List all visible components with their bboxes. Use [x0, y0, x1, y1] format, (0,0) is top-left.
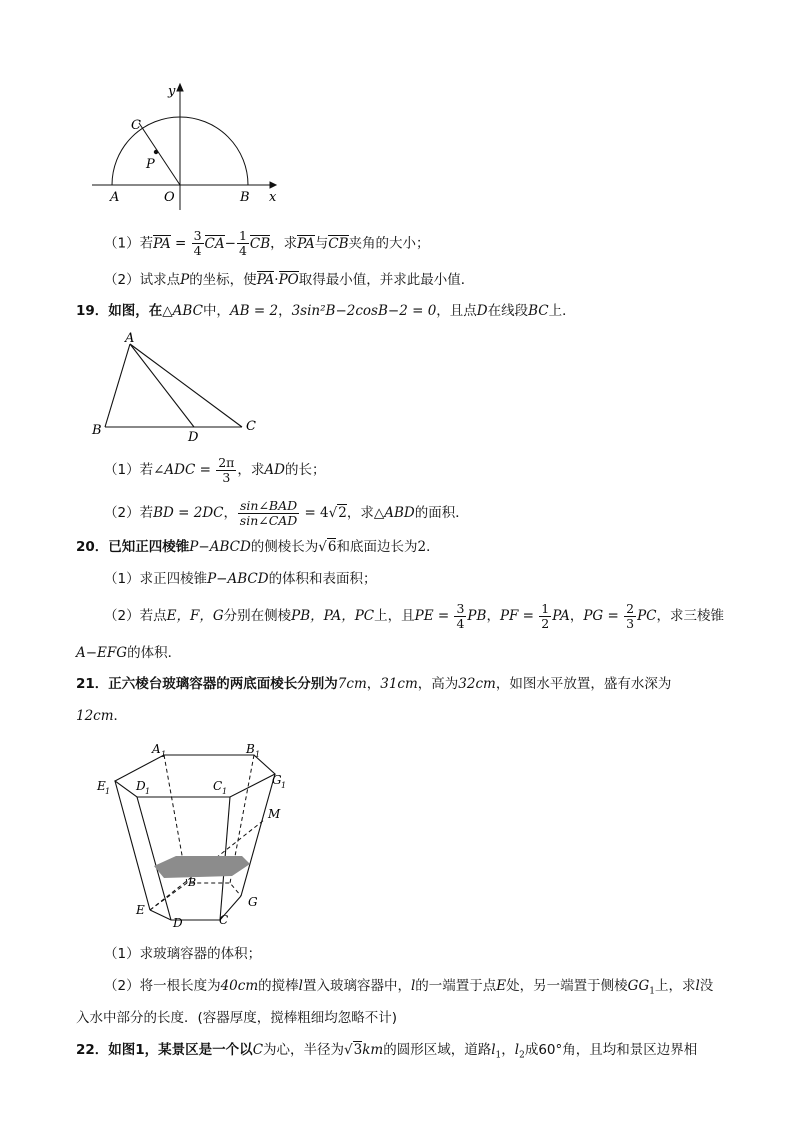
q19-part2: （2）若BD = 2DC， $\frac{\text{sin∠BAD}}{\text{sin∠CAD}}$ = 4√2，求△ABD的面积． [104, 497, 469, 528]
q21-part2-cont: 入水中部分的长度．(容器厚度，搅棒粗细均忽略不计) [76, 1010, 398, 1026]
svg-text:1: 1 [222, 787, 228, 796]
label-E1: E [97, 779, 106, 793]
q19-part1: （1）若∠ADC = $\frac{2\pi}{3}$ ，求AD的长； [104, 454, 326, 485]
label-M: M [268, 807, 281, 821]
label-x: x [269, 190, 277, 205]
q20-part2: （2）若点E，F，G分别在侧棱PB，PA，PC上，且PE = $\frac{3}{4}$ PB，PF = $\frac{1}{2}$ PA，PG = $\frac{2}{3}$ PC，求三棱锥 [104, 600, 724, 631]
q19-triangle-figure [88, 330, 268, 445]
y-axis-arrow-icon [177, 84, 183, 91]
segment-AD [130, 344, 194, 427]
q21-part2: （2）将一根长度为40cm的搅棒l置入玻璃容器中，l的一端置于点E处，另一端置于侧棱$GG_1$上，求l没 [104, 978, 714, 997]
q18-part2: （2）试求点P的坐标，使PA·PO取得最小值，并求此最小值． [104, 272, 475, 288]
label-C: C [246, 419, 256, 434]
water-surface [154, 856, 250, 878]
label-G: G [248, 895, 258, 909]
label-C1: C [213, 779, 223, 793]
q20-part1: （1）求正四棱锥P−ABCD的体积和表面积； [104, 571, 377, 587]
q19-stem: 19．如图，在△ABC中，AB = 2，3sin²B−2cosB−2 = 0，且点D在线段BC上． [76, 303, 576, 319]
svg-text:1: 1 [105, 787, 111, 796]
svg-text:1: 1 [145, 787, 151, 796]
label-B: B [240, 190, 250, 205]
svg-text:1: 1 [255, 750, 261, 759]
svg-text:1: 1 [281, 781, 287, 790]
x-axis-arrow-icon [270, 182, 276, 188]
label-B: B [92, 423, 102, 438]
q20-stem: 20．已知正四棱锥P−ABCD的侧棱长为√6和底面边长为2． [76, 539, 440, 555]
label-C: C [219, 913, 229, 927]
label-D1: D [136, 779, 146, 793]
label-y: y [168, 84, 176, 99]
q21-frustum-figure [92, 738, 302, 930]
edge-GG1 [241, 774, 275, 896]
label-D: D [188, 430, 199, 445]
side-AB [105, 344, 130, 427]
label-B1: B [246, 742, 255, 756]
svg-text:1: 1 [161, 750, 167, 759]
label-P: P [146, 157, 155, 172]
label-E: E [136, 903, 145, 917]
label-A: A [125, 331, 135, 346]
q22-stem: 22．如图1，某景区是一个以C为心，半径为√3km的圆形区域，道路$l_1$，$l_2$成60°角，且均和景区边界相 [76, 1042, 698, 1061]
label-A: A [110, 190, 120, 205]
label-A1: A [152, 742, 161, 756]
point-P [154, 150, 158, 154]
segment-OC [139, 123, 180, 185]
label-O: O [164, 190, 175, 205]
side-AC [130, 344, 242, 427]
label-C: C [131, 118, 141, 133]
q21-stem-cont: 12cm． [76, 708, 128, 724]
q21-stem: 21．正六棱台玻璃容器的两底面棱长分别为7cm，31cm，高为32cm，如图水平放置，盛有水深为 [76, 676, 672, 692]
edge-EE1 [115, 781, 150, 910]
label-B-bottom: B [188, 876, 197, 889]
edge-DD1 [137, 797, 171, 920]
label-D: D [173, 916, 183, 930]
q18-part1: （1）若PA = $\frac{3}{4}$ CA− $\frac{1}{4}$ CB，求PA与CB夹角的大小； [104, 228, 430, 258]
q21-part1: （1）求玻璃容器的体积； [104, 946, 262, 962]
label-G1: G [272, 773, 282, 787]
q18-semicircle-figure [90, 80, 290, 210]
q20-part2-cont: A−EFG的体积． [76, 645, 182, 661]
